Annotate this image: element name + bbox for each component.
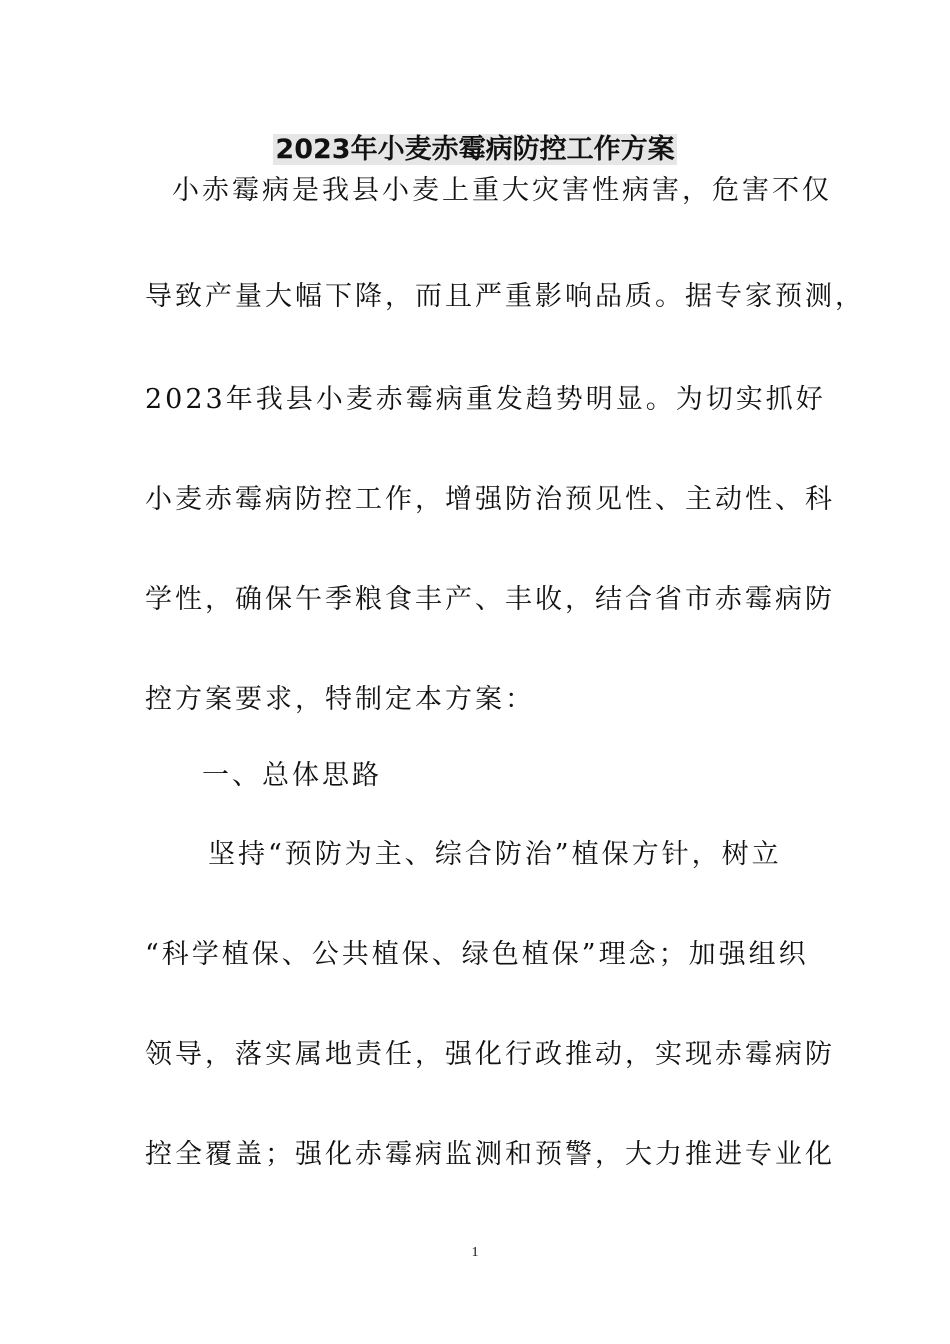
page-number: 1 (471, 1245, 479, 1260)
paragraph-line-8: “科学植保、公共植保、绿色植保”理念；加强组织 (145, 939, 809, 970)
paragraph-line-9: 领导，落实属地责任，强化行政推动，实现赤霉病防 (145, 1039, 835, 1070)
paragraph-line-2: 导致产量大幅下降，而且严重影响品质。据专家预测， (145, 281, 865, 312)
document-title-text: 2023年小麦赤霉病防控工作方案 (275, 134, 675, 165)
paragraph-line-6: 控方案要求，特制定本方案： (145, 684, 535, 715)
paragraph-line-7: 坚持“预防为主、综合防治”植保方针，树立 (208, 839, 782, 870)
paragraph-line-1: 小赤霉病是我县小麦上重大灾害性病害，危害不仅 (172, 175, 832, 206)
paragraph-line-3: 2023年我县小麦赤霉病重发趋势明显。为切实抓好 (145, 384, 826, 415)
section-heading: 一、总体思路 (202, 760, 382, 791)
paragraph-line-4: 小麦赤霉病防控工作，增强防治预见性、主动性、科 (145, 484, 835, 515)
document-title (0, 130, 950, 170)
paragraph-line-10: 控全覆盖；强化赤霉病监测和预警，大力推进专业化 (145, 1139, 835, 1170)
paragraph-line-5: 学性，确保午季粮食丰产、丰收，结合省市赤霉病防 (145, 584, 835, 615)
